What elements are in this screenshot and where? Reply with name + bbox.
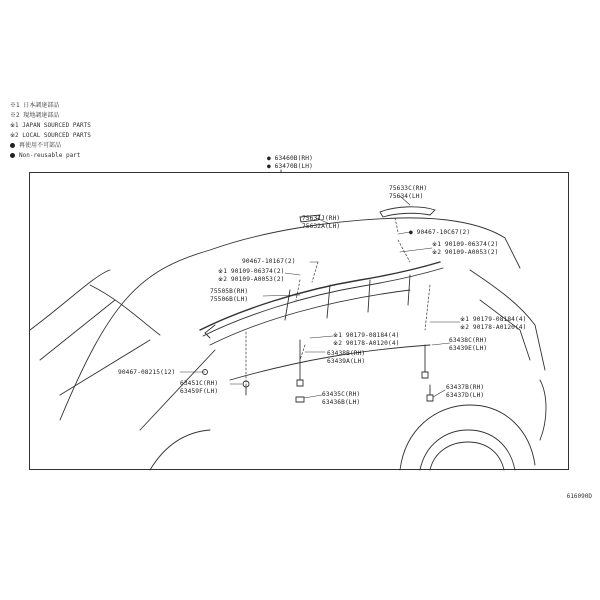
label-63435c: 63435C(RH)	[322, 391, 361, 398]
label-90178-a0120-right: ※2 90178-A0120(4)	[460, 324, 527, 331]
label-63439a: 63439A(LH)	[327, 358, 366, 365]
label-75506b: 75506B(LH)	[210, 296, 249, 303]
label-75505b: 75505B(RH)	[210, 288, 249, 295]
label-63438b: 63438B(RH)	[327, 350, 366, 357]
legend-nonreusable-en: Non-reusable part	[10, 151, 91, 161]
label-63439e: 63439E(LH)	[449, 345, 488, 352]
label-63459f: 63459F(LH)	[180, 388, 219, 395]
label-75634: 75634(LH)	[389, 193, 424, 200]
label-63436b: 63436B(LH)	[322, 399, 361, 406]
label-top-rh: ● 63460B(RH)	[267, 155, 313, 162]
label-90467-10167: 90467-10167(2)	[242, 258, 296, 265]
legend-local-en: ※2 LOCAL SOURCED PARTS	[10, 132, 91, 139]
label-90179-08184-mid: ※1 90179-08184(4)	[333, 332, 400, 339]
label-top-lh: ● 63470B(LH)	[267, 163, 313, 170]
label-90109-a0053-right: ※2 90109-A0053(2)	[432, 249, 499, 256]
label-90467-08215: 90467-08215(12)	[118, 369, 176, 376]
label-63437d: 63437D(LH)	[446, 392, 485, 399]
legend-nonreusable-jp: 再使用不可部品	[10, 141, 91, 151]
label-63451c: 63451C(RH)	[180, 380, 219, 387]
diagram-code: 616090D	[566, 493, 592, 500]
legend-japan-jp: ※1 日本調達部品	[10, 102, 60, 109]
label-90109-06374-right: ※1 90109-06374(2)	[432, 241, 499, 248]
label-90109-06374-left: ※1 90109-06374(2)	[218, 268, 285, 275]
legend-japan-en: ※1 JAPAN SOURCED PARTS	[10, 122, 91, 129]
label-63437b: 63437B(RH)	[446, 384, 485, 391]
label-75633c: 75633C(RH)	[389, 185, 428, 192]
label-63438c: 63438C(RH)	[449, 337, 488, 344]
label-90178-a0120-mid: ※2 90178-A0120(4)	[333, 340, 400, 347]
label-75631j: 75631J(RH)	[302, 215, 341, 222]
legend-local-jp: ※2 現地調達部品	[10, 112, 60, 119]
label-90179-08184-right: ※1 90179-08184(4)	[460, 316, 527, 323]
label-75632a: 75632A(LH)	[302, 223, 341, 230]
label-90467-10c67: ● 90467-10C67(2)	[409, 229, 471, 236]
label-90109-a0053-left: ※2 90109-A0053(2)	[218, 276, 285, 283]
